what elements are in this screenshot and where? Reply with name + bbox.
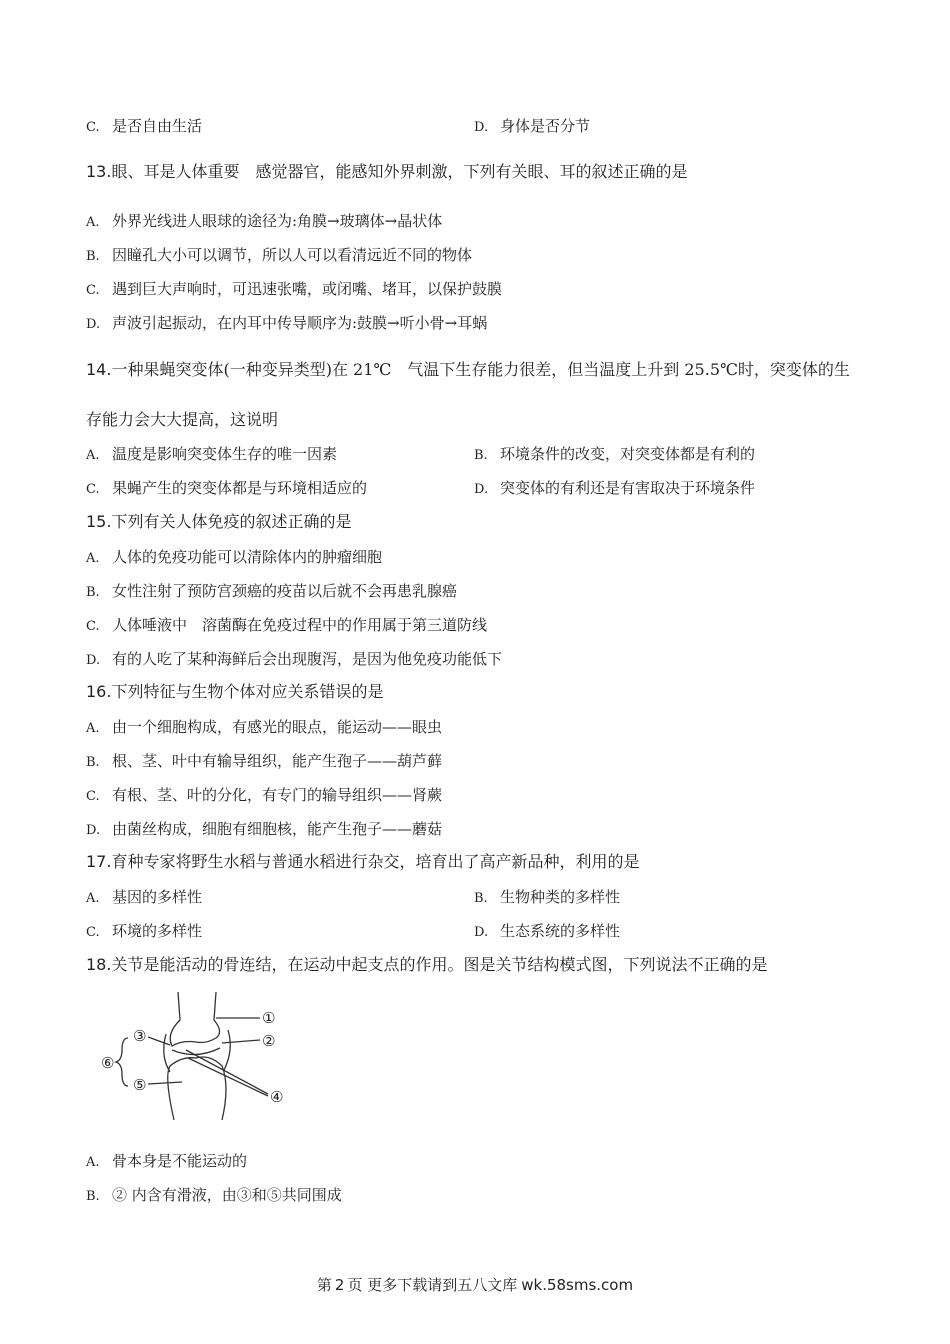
label-5: ⑤ xyxy=(133,1076,147,1094)
q14-option-b: B. 环境条件的改变，对突变体都是有利的 xyxy=(474,445,756,463)
q16-option-b: B. 根、茎、叶中有输导组织，能产生孢子——葫芦藓 xyxy=(86,752,443,770)
leader-line-3 xyxy=(148,1037,170,1045)
q13-option-b: B. 因瞳孔大小可以调节，所以人可以看清远近不同的物体 xyxy=(86,246,473,264)
q13-stem: 13.眼、耳是人体重要 感觉器官，能感知外界刺激，下列有关眼、耳的叙述正确的是 xyxy=(86,162,688,181)
q14-option-a: A. 温度是影响突变体生存的唯一因素 xyxy=(86,445,338,463)
q12-option-c: C. 是否自由生活 xyxy=(86,117,203,135)
label-3: ③ xyxy=(133,1027,147,1045)
leader-line-5 xyxy=(148,1082,182,1084)
q17-option-c: C. 环境的多样性 xyxy=(86,922,203,940)
q15-stem: 15.下列有关人体免疫的叙述正确的是 xyxy=(86,512,352,531)
q15-option-c: C. 人体唾液中 溶菌酶在免疫过程中的作用属于第三道防线 xyxy=(86,616,488,634)
q17-option-d: D. 生态系统的多样性 xyxy=(474,922,621,940)
q13-option-c: C. 遇到巨大声响时，可迅速张嘴，或闭嘴、堵耳，以保护鼓膜 xyxy=(86,280,503,298)
q15-option-b: B. 女性注射了预防宫颈癌的疫苗以后就不会再患乳腺癌 xyxy=(86,582,458,600)
q13-option-d: D. 声波引起振动，在内耳中传导顺序为:鼓膜→听小骨→耳蜗 xyxy=(86,314,488,332)
label-4: ④ xyxy=(270,1088,284,1106)
q15-option-d: D. 有的人吃了某种海鲜后会出现腹泻，是因为他免疫功能低下 xyxy=(86,650,503,668)
q12-option-d: D. 身体是否分节 xyxy=(474,117,591,135)
leader-line-4 xyxy=(186,1050,268,1096)
joint-cavity xyxy=(172,1048,220,1055)
page-footer: 第 2 页 更多下载请到五八文库 wk.58sms.com xyxy=(316,1276,634,1294)
leader-line-2 xyxy=(222,1040,260,1043)
q16-stem: 16.下列特征与生物个体对应关系错误的是 xyxy=(86,682,384,701)
q15-option-a: A. 人体的免疫功能可以清除体内的肿瘤细胞 xyxy=(86,548,383,566)
page-number: 2 xyxy=(334,1276,345,1294)
q18-stem: 18.关节是能活动的骨连结，在运动中起支点的作用。图是关节结构模式图，下列说法不正确的是 xyxy=(86,955,768,974)
q17-option-a: A. 基因的多样性 xyxy=(86,888,203,906)
label-1: ① xyxy=(262,1009,276,1027)
q16-option-c: C. 有根、茎、叶的分化，有专门的输导组织——肾蕨 xyxy=(86,786,443,804)
q17-option-b: B. 生物种类的多样性 xyxy=(474,888,621,906)
brace-6 xyxy=(116,1038,128,1086)
footer-site-link[interactable]: wk.58sms.com xyxy=(521,1276,634,1294)
q16-option-d: D. 由菌丝构成，细胞有细胞核，能产生孢子——蘑菇 xyxy=(86,820,443,838)
label-6: ⑥ xyxy=(101,1054,115,1072)
q14-stem-cont: 存能力会大大提高，这说明 xyxy=(86,410,279,429)
q14-stem: 14.一种果蝇突变体(一种变异类型)在 21℃ 气温下生存能力很差，但当温度上升到 25.5℃时，突变体的生 xyxy=(86,360,850,379)
q13-option-a: A. 外界光线进人眼球的途径为:角膜→玻璃体→晶状体 xyxy=(86,212,443,230)
q14-option-c: C. 果蝇产生的突变体都是与环境相适应的 xyxy=(86,479,368,497)
joint-structure-diagram xyxy=(100,990,300,1125)
q18-option-a: A. 骨本身是不能运动的 xyxy=(86,1152,248,1170)
q17-stem: 17.育种专家将野生水稻与普通水稻进行杂交，培育出了高产新品种，利用的是 xyxy=(86,852,640,871)
q16-option-a: A. 由一个细胞构成，有感光的眼点，能运动——眼虫 xyxy=(86,718,443,736)
label-2: ② xyxy=(262,1032,276,1050)
q18-option-b: B. ② 内含有滑液，由③和⑤共同围成 xyxy=(86,1186,342,1204)
upper-bone-outline xyxy=(170,992,219,1046)
q14-option-d: D. 突变体的有利还是有害取决于环境条件 xyxy=(474,479,756,497)
